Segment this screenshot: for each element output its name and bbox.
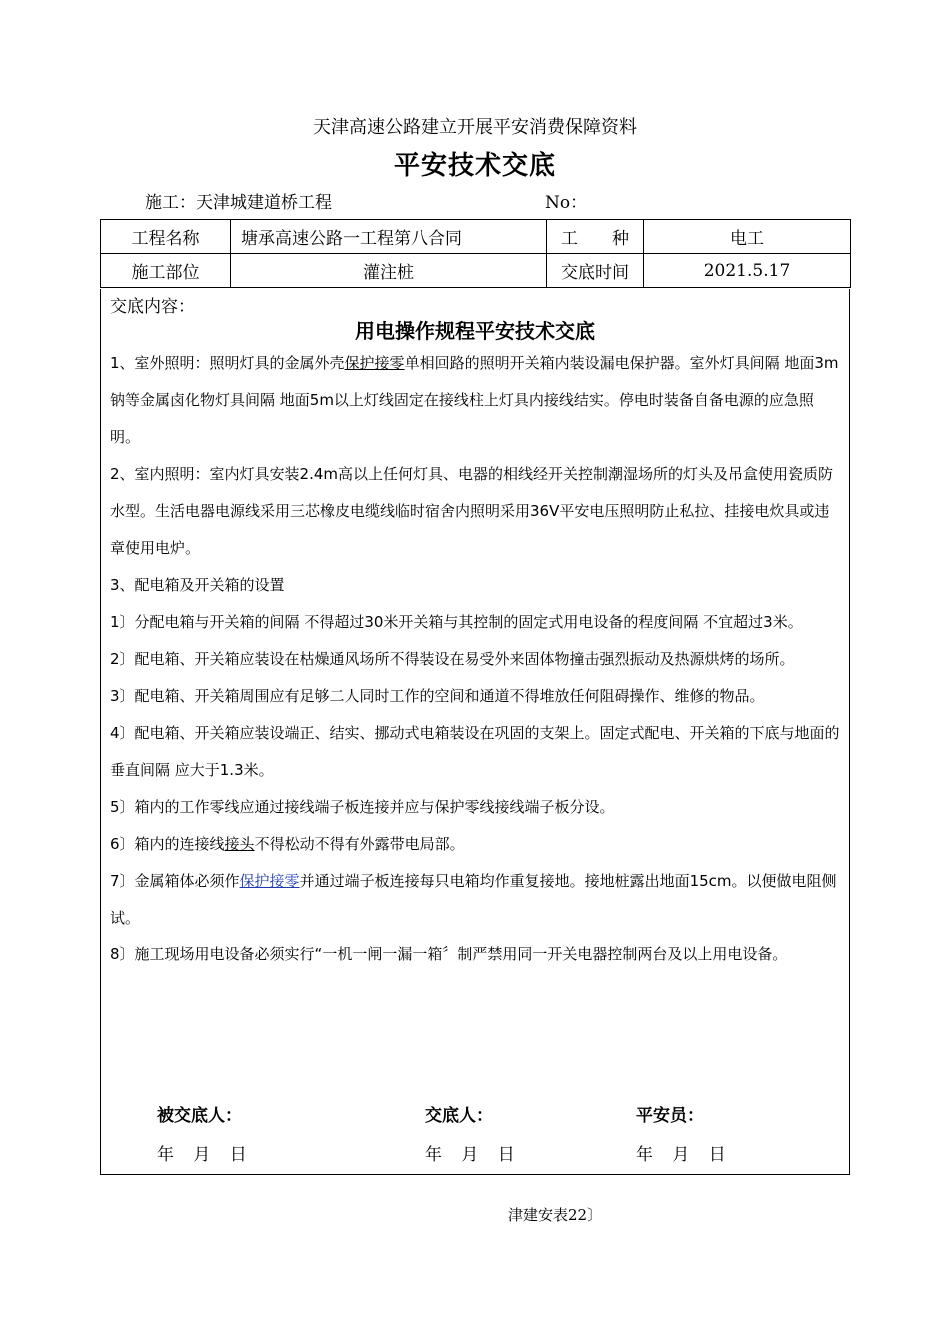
content-label: 交底内容：	[110, 297, 195, 317]
paragraph-item-8: 8〕施工现场用电设备必须实行“一机一闸一漏一箱〞制严禁用同一开关电器控制两台及以上用电设备。	[110, 945, 788, 963]
underlined-term: 保护接零	[344, 354, 405, 372]
site-part-label: 施工部位	[101, 254, 231, 288]
construction-unit: 施工：天津城建道桥工程	[145, 193, 332, 213]
briefing-date-label: 交底时间	[547, 254, 644, 288]
project-name-value: 塘承高速公路一工程第八合同	[231, 220, 547, 254]
project-name-label: 工程名称	[101, 220, 231, 254]
paragraph-item-7: 7〕金属箱体必须作保护接零并通过端子板连接每只电箱均作重复接地。接地桩露出地面15cm。以便做电阻侧试。	[110, 872, 837, 927]
presenter-date: 年 月 日	[425, 1145, 515, 1165]
safety-officer-date: 年 月 日	[636, 1145, 726, 1165]
paragraph-box-setup-heading: 3、配电箱及开关箱的设置	[110, 576, 285, 594]
content-paragraphs	[110, 345, 842, 965]
presenter-label: 交底人：	[425, 1106, 493, 1126]
paragraph-item-3: 3〕配电箱、开关箱周围应有足够二人同时工作的空间和通道不得堆放任何阻碍操作、维修的物品。	[110, 687, 765, 705]
project-info-table	[100, 219, 851, 288]
form-number: 津建安表22〕	[508, 1206, 603, 1224]
paragraph-item-2: 2〕配电箱、开关箱应装设在枯燥通风场所不得装设在易受外来固体物撞击强烈振动及热源烘烤的场所。	[110, 650, 795, 668]
protective-zeroing-link[interactable]: 保护接零	[239, 872, 300, 890]
recipient-date: 年 月 日	[157, 1145, 247, 1165]
trade-value: 电工	[644, 220, 851, 254]
document-title: 平安技术交底	[393, 151, 556, 181]
paragraph-item-1: 1〕分配电箱与开关箱的间隔 不得超过30米开关箱与其控制的固定式用电设备的程度间隔 不宜超过3米。	[110, 613, 803, 631]
safety-officer-label: 平安员：	[636, 1106, 704, 1126]
table-row	[101, 220, 851, 254]
recipient-label: 被交底人：	[157, 1106, 242, 1126]
site-part-value: 灌注桩	[231, 254, 547, 288]
paragraph-item-4: 4〕配电箱、开关箱应装设端正、结实、挪动式电箱装设在巩固的支架上。固定式配电、开关箱的下底与地面的垂直间隔 应大于1.3米。	[110, 724, 840, 779]
briefing-date-value: 2021.5.17	[644, 254, 851, 288]
briefing-content-box	[100, 289, 850, 1175]
document-supertitle: 天津高速公路建立开展平安消费保障资料	[313, 117, 637, 138]
trade-label: 工 种	[547, 220, 644, 254]
document-number-label: No：	[545, 193, 588, 213]
content-title: 用电操作规程平安技术交底	[355, 319, 595, 343]
paragraph-outdoor-lighting: 1、室外照明：照明灯具的金属外壳保护接零单相回路的照明开关箱内装设漏电保护器。室外灯具间隔 地面3m钠等金属卤化物灯具间隔 地面5m以上灯线固定在接线柱上灯具内接线结实。停电时装备自备电源的应急照明。	[110, 354, 839, 446]
paragraph-item-5: 5〕箱内的工作零线应通过接线端子板连接并应与保护零线接线端子板分设。	[110, 798, 615, 816]
paragraph-indoor-lighting: 2、室内照明：室内灯具安装2.4m高以上任何灯具、电器的相线经开关控制潮湿场所的灯头及吊盒使用瓷质防水型。生活电器电源线采用三芯橡皮电缆线临时宿舍内照明采用36V平安电压照明防止私拉、挂接电炊具或违章使用电炉。	[110, 465, 834, 557]
paragraph-item-6: 6〕箱内的连接线接头不得松动不得有外露带电局部。	[110, 835, 465, 853]
underlined-term: 接头	[224, 835, 255, 853]
table-row	[101, 254, 851, 288]
